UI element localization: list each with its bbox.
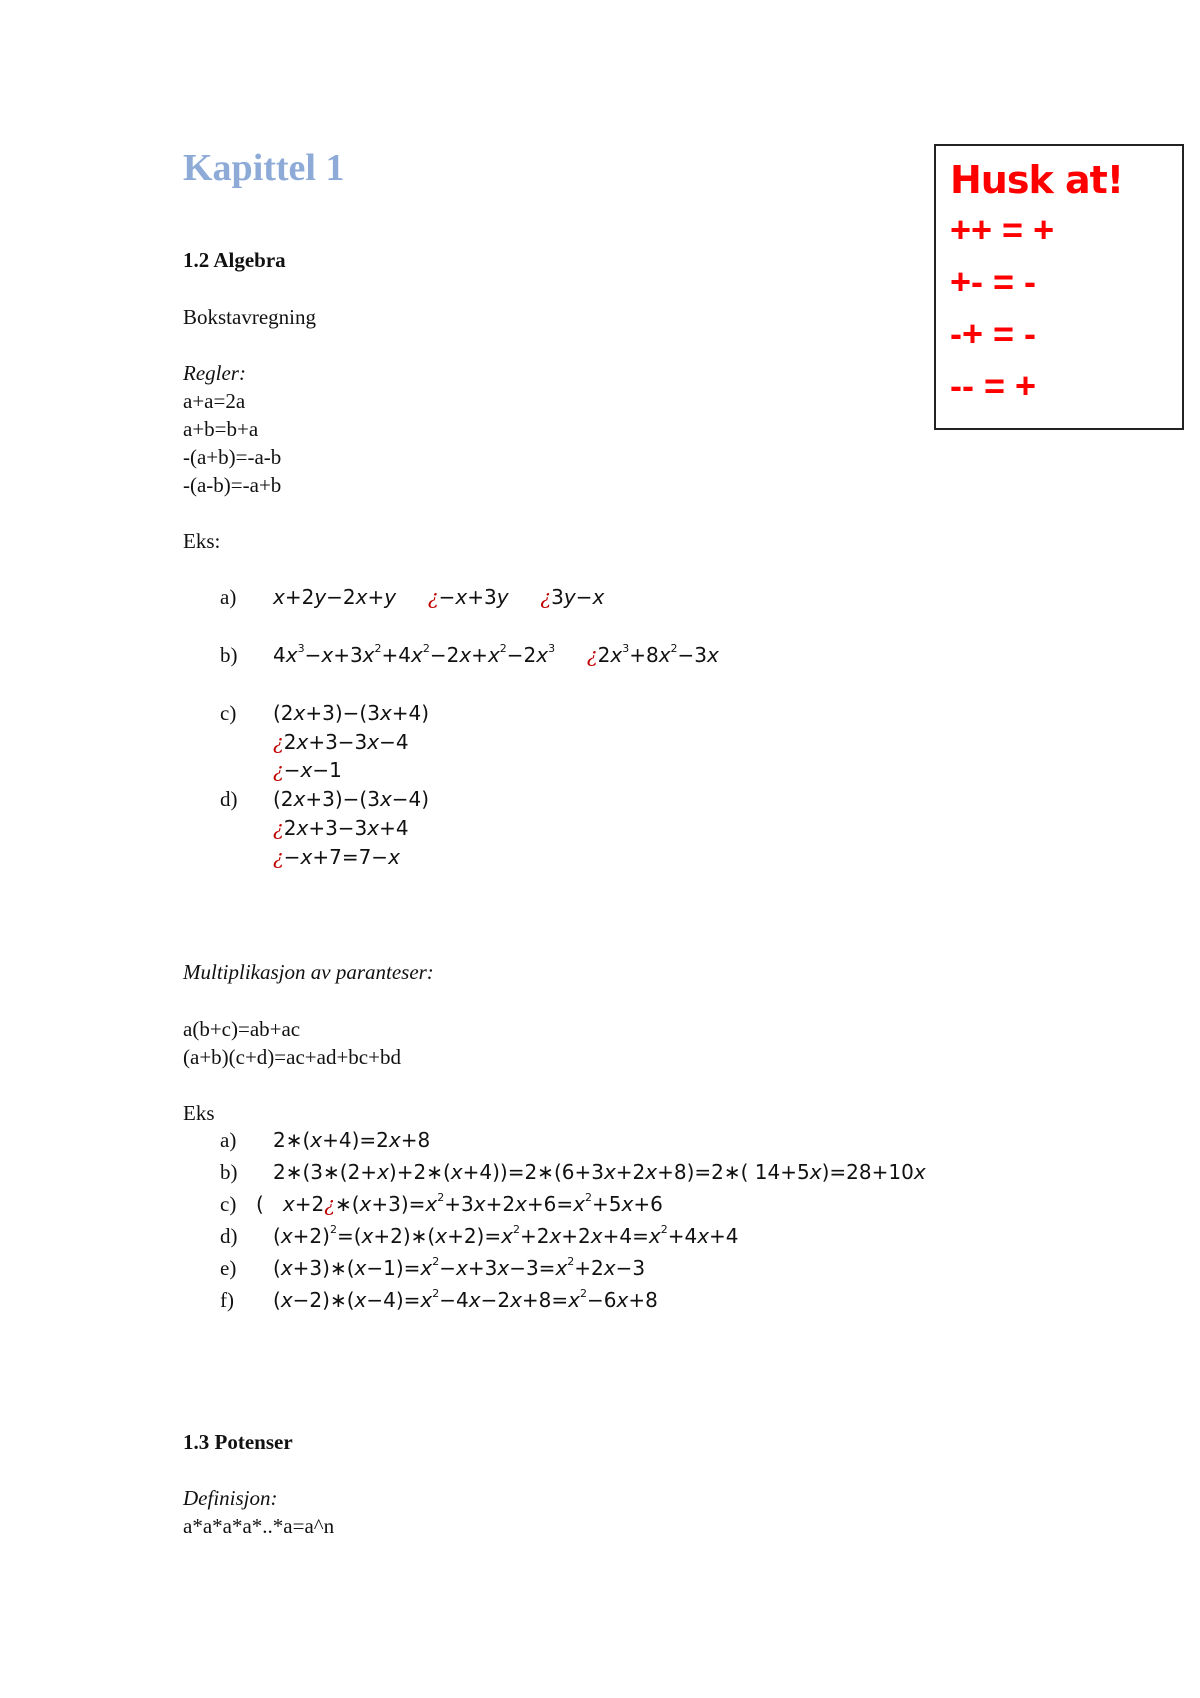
mult-example-label: d) [220,1224,238,1248]
rules-label: Regler: [183,361,246,385]
mult-example-f: $(x-2)∗(x-4)=x^2-4x-2x+8=x^2-6x+8$ [273,1287,658,1312]
example-label-c: c) [220,701,237,725]
example-label-a: a) [220,585,237,609]
example-c-line: (2x+3)−(3x+4) [273,701,430,725]
mult-rule-item: (a+b)(c+d)=ac+ad+bc+bd [183,1045,401,1069]
mult-example-b: 2∗(3∗(2+x)+2∗(x+4))=2∗(6+3x+2x+8)=2∗( 14+5x)=28+10x [273,1160,926,1184]
definition-label: Definisjon: [183,1486,278,1510]
mult-rule-item: a(b+c)=ab+ac [183,1017,301,1041]
example-c-line: ¿−x−1 [273,758,342,782]
rule-item: -(a+b)=-a-b [183,445,282,469]
example-label-b: b) [220,643,238,667]
sign-rule-4: -- = + [950,365,1037,406]
mult-example-label: a) [220,1128,237,1152]
mult-example-label: e) [220,1256,237,1280]
mult-example-label: c) [220,1192,237,1216]
sign-rule-3: -+ = - [950,313,1037,354]
mult-example-label: b) [220,1160,238,1184]
multiplication-label: Multiplikasjon av paranteser: [183,960,434,984]
example-d-line: ¿2x+3−3x+4 [273,816,409,840]
example-c-line: ¿2x+3−3x−4 [273,730,409,754]
example-d-line: ¿−x+7=7−x [273,845,400,869]
page-title: Kapittel 1 [183,147,345,189]
mult-example-d: $(x+2)^2=(x+2)∗(x+2)=x^2+2x+2x+4=x^2+4x+4$ [273,1223,739,1248]
definition-text: a*a*a*a*..*a=a^n [183,1514,335,1538]
reminder-title: Husk at! [950,158,1124,202]
mult-example-c: ( $x+2¿∗(x+3)=x^2+3x+2x+6=x^2+5x+6$ [256,1191,663,1216]
sign-rule-2: +- = - [950,261,1037,302]
examples-label-2: Eks [183,1101,215,1125]
example-d-line: (2x+3)−(3x−4) [273,787,430,811]
example-b-expression: $4x^3-x+3x^2+4x^2-2x+x^2-2x^3$ ¿$2x^3+8x^2-3x$ [273,642,719,667]
rule-item: -(a-b)=-a+b [183,473,282,497]
section-heading-potenser: 1.3 Potenser [183,1430,293,1454]
reminder-box [934,144,1184,430]
examples-label: Eks: [183,529,221,553]
sign-rule-1: ++ = + [950,209,1055,250]
mult-example-label: f) [220,1288,234,1312]
subheading-bokstavregning: Bokstavregning [183,305,316,329]
rule-item: a+a=2a [183,389,246,413]
section-heading-algebra: 1.2 Algebra [183,248,286,272]
mult-example-e: $(x+3)∗(x-1)=x^2-x+3x-3=x^2+2x-3$ [273,1255,646,1280]
example-label-d: d) [220,787,238,811]
mult-example-a: 2∗(x+4)=2x+8 [273,1128,431,1152]
example-a-expression: x+2y−2x+y ¿−x+3y ¿3y−x [273,585,605,609]
rule-item: a+b=b+a [183,417,259,441]
